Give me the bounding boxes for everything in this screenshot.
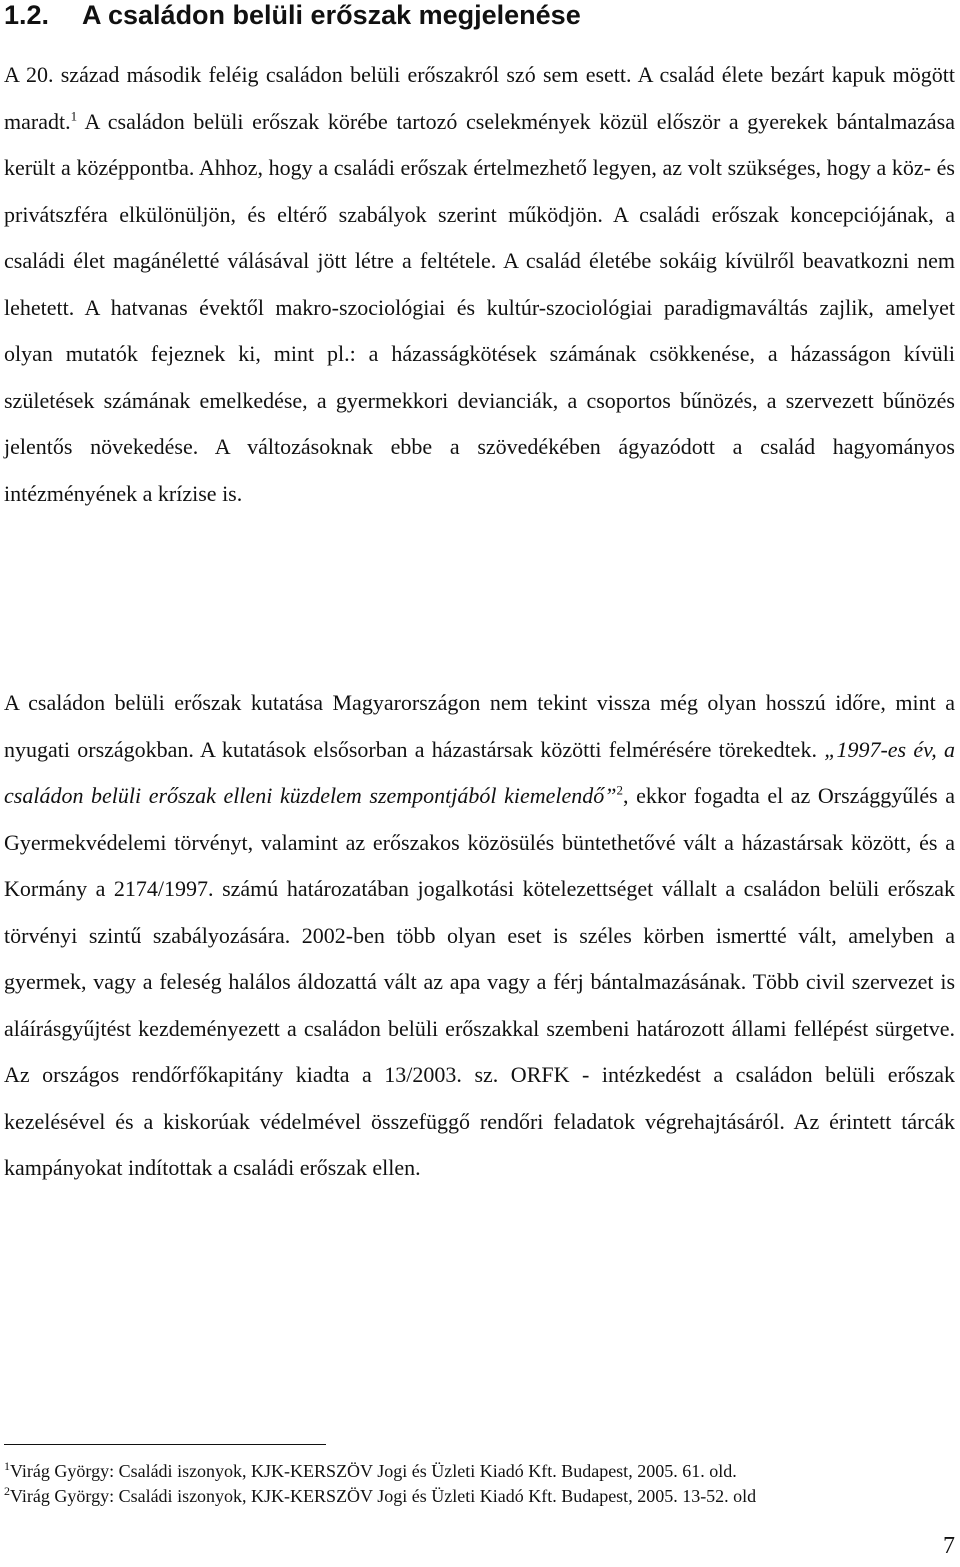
paragraph-2: [4, 680, 955, 1192]
footnote-2-text: Virág György: Családi iszonyok, KJK-KERSZÖV Jogi és Üzleti Kiadó Kft. Budapest, 2005. 13-52. old: [10, 1486, 757, 1506]
footnote-1: [4, 1459, 960, 1483]
paragraph-2-text-a: A családon belüli erőszak kutatása Magyarországon nem tekint vissza még olyan hosszú időre, mint a nyugati országokban. A kutatások elsősorban a házastársak közötti felmérésére törekedtek.: [4, 690, 955, 762]
paragraph-1-text-a: A 20. század második feléig családon belüli erőszakról szó sem esett. A család élete bezárt kapuk mögött maradt.: [4, 62, 955, 134]
footnote-1-number: 1: [4, 1459, 10, 1473]
section-number: 1.2.: [4, 0, 50, 30]
footnote-1-text: Virág György: Családi iszonyok, KJK-KERSZÖV Jogi és Üzleti Kiadó Kft. Budapest, 2005. 61. old.: [10, 1461, 737, 1481]
footnote-ref-1[interactable]: 1: [70, 108, 78, 124]
paragraph-1-text-b: A családon belüli erőszak körébe tartozó cselekmények közül először a gyerekek bántalmazása került a középpontba. Ahhoz, hogy a családi erőszak értelmezhető legyen, az volt szükséges, hogy a köz- és privátszféra elkülönüljön, és eltérő szabályok szerint működjön. A családi erőszak koncepciójának, a családi élet magánéletté válásával jött létre a feltétele. A család életébe sokáig kívülről beavatkozni nem lehetett. A hatvanas évektől makro-szociológiai és kultúr-szociológiai paradigmaváltás zajlik, amelyet olyan mutatók fejeznek ki, mint pl.: a házasságkötések számának csökkenése, a házasságon kívüli születések számának emelkedése, a gyermekkori devianciák, a csoportos bűnözés, a szervezett bűnözés jelentős növekedése. A változásoknak ebbe a szövedékében ágyazódott a család hagyományos intézményének a krízise is.: [4, 108, 955, 506]
footnote-2-number: 2: [4, 1484, 10, 1498]
footnote-separator: [4, 1444, 326, 1445]
footnote-ref-2[interactable]: 2: [616, 782, 624, 798]
paragraph-2-text-b: , ekkor fogadta el az Országgyűlés a Gyermekvédelemi törvényt, valamint az erőszakos közösülés büntethetővé vált a házastársak között, és a Kormány a 2174/1997. számú határozatában jogalkotási kötelezettséget vállalt a családon belüli erőszak törvényi szintű szabályozására. 2002-ben több olyan eset is széles körben ismertté vált, amelyben a gyermek, vagy a feleség halálos áldozattá vált az apa vagy a férj bántalmazásának. Több civil szervezet is aláírásgyűjtést kezdeményezett a családon belüli erőszakkal szembeni határozott állami fellépést sürgetve. Az országos rendőrfőkapitány kiadta a 13/2003. sz. ORFK - intézkedést a családon belüli erőszak kezelésével és a kiskorúak védelmével összefüggő rendőri feladatok végrehajtásáról. Az érintett tárcák kampányokat indítottak a családi erőszak ellen.: [4, 783, 955, 1180]
page-number: 7: [943, 1533, 955, 1559]
footnote-2: [4, 1484, 960, 1508]
section-heading: [4, 0, 581, 30]
paragraph-2-quote: „1997-es év, a családon belüli erőszak elleni küzdelem szempontjából kiemelendő”: [4, 736, 955, 808]
section-title: A családon belüli erőszak megjelenése: [82, 0, 581, 30]
paragraph-1: [4, 52, 955, 517]
